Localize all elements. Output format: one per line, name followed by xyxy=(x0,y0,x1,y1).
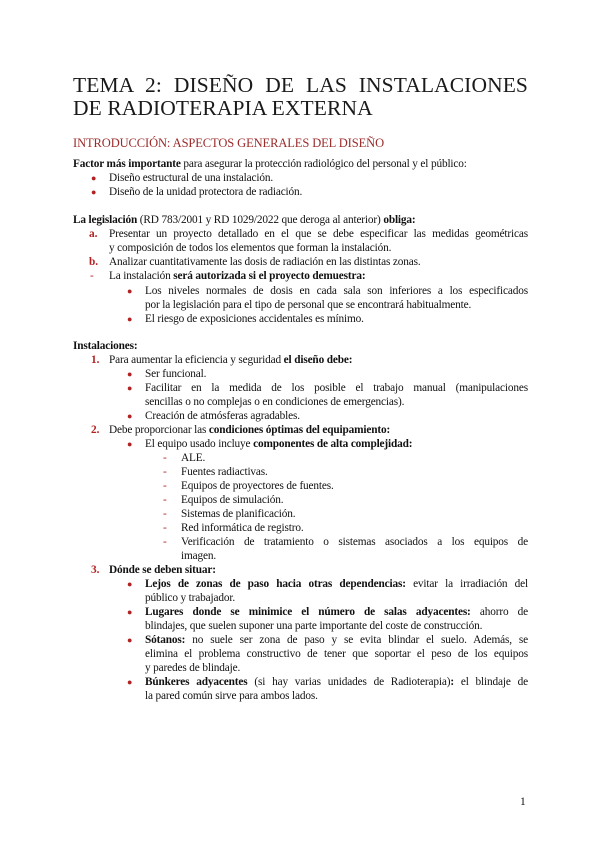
dash-marker: - xyxy=(163,466,167,478)
bullet-icon: ● xyxy=(127,635,133,645)
location-item: Lugares donde se minimice el número de salas adyacentes: ahorro de xyxy=(145,606,529,618)
dash-marker: - xyxy=(163,494,167,506)
bullet-icon: ● xyxy=(91,173,97,183)
list-item-continuation: y composición de todos los elementos que forman la instalación. xyxy=(109,242,392,254)
list-number: 3. xyxy=(91,564,100,576)
equipment-item: Fuentes radiactivas. xyxy=(181,466,268,478)
equipment-item: Verificación de tratamiento o sistemas asociados a los equipos de xyxy=(181,536,528,548)
bullet-icon: ● xyxy=(127,369,133,379)
equipment-item: Equipos de proyectores de fuentes. xyxy=(181,480,334,492)
list-item: Debe proporcionar las condiciones óptimas del equipamiento: xyxy=(109,424,391,436)
dash-marker: - xyxy=(163,522,167,534)
section-subtitle: INTRODUCCIÓN: ASPECTOS GENERALES DEL DISEÑO xyxy=(73,136,384,150)
bullet-icon: ● xyxy=(91,187,97,197)
factor-text: para asegurar la protección radiológico del personal y el público: xyxy=(180,158,467,170)
list-marker: a. xyxy=(89,228,98,240)
page-title: TEMA 2: DISEÑO DE LAS INSTALACIONES DE RADIOTERAPIA EXTERNA xyxy=(73,73,528,120)
equipment-item: ALE. xyxy=(181,452,206,464)
list-item: El equipo usado incluye componentes de alta complejidad: xyxy=(145,438,413,450)
list-item-continuation: sencillas o no complejas o en condiciones de emergencias). xyxy=(145,396,405,408)
list-item: Ser funcional. xyxy=(145,368,207,380)
bullet-icon: ● xyxy=(127,579,133,589)
list-item: Para aumentar la eficiencia y seguridad el diseño debe: xyxy=(109,354,353,366)
bullet-icon: ● xyxy=(127,677,133,687)
factor-bold: Factor más importante xyxy=(73,158,181,170)
list-item-continuation: por la legislación para el tipo de personal que se encontrará habitualmente. xyxy=(145,299,472,311)
factor-paragraph xyxy=(73,158,467,172)
list-item: Facilitar en la medida de los posible el trabajo manual (manipulaciones xyxy=(145,382,528,394)
bullet-icon: ● xyxy=(127,286,133,296)
equipment-item-continuation: imagen. xyxy=(181,550,217,562)
list-item: Diseño estructural de una instalación. xyxy=(109,172,274,184)
legislation-paragraph xyxy=(73,214,416,228)
dash-marker: - xyxy=(163,480,167,492)
equipment-item: Red informática de registro. xyxy=(181,522,304,534)
list-item: Presentar un proyecto detallado en el que se debe especificar las medidas geométricas xyxy=(109,228,528,240)
location-item: Búnkeres adyacentes (si hay varias unidades de Radioterapia): el blindaje de xyxy=(145,676,528,688)
location-item-continuation: blindajes, que suelen suponer una parte importante del coste de construcción. xyxy=(145,620,483,632)
list-marker: b. xyxy=(89,256,99,268)
equipment-item: Equipos de simulación. xyxy=(181,494,284,506)
page-number: 1 xyxy=(520,796,526,808)
list-item: Analizar cuantitativamente las dosis de radiación en las distintas zonas. xyxy=(109,256,421,268)
authorized-pre: La instalación xyxy=(109,270,174,282)
list-item: Diseño de la unidad protectora de radiación. xyxy=(109,186,303,198)
location-item: Lejos de zonas de paso hacia otras dependencias: evitar la irradiación del xyxy=(145,578,528,590)
location-item-continuation: público y trabajador. xyxy=(145,592,236,604)
list-item: Dónde se deben situar: xyxy=(109,564,216,576)
list-number: 1. xyxy=(91,354,100,366)
list-item: Los niveles normales de dosis en cada sala son inferiores a los especificados xyxy=(145,285,528,297)
list-item xyxy=(109,270,366,284)
legislation-obliga: obliga: xyxy=(380,214,416,226)
dash-marker: - xyxy=(163,536,167,548)
dash-marker: - xyxy=(163,452,167,464)
dash-marker: - xyxy=(90,270,94,282)
bullet-icon: ● xyxy=(127,383,133,393)
list-number: 2. xyxy=(91,424,100,436)
bullet-icon: ● xyxy=(127,314,133,324)
bullet-icon: ● xyxy=(127,607,133,617)
location-item-continuation: la pared común sirve para ambos lados. xyxy=(145,690,318,702)
installations-heading: Instalaciones: xyxy=(73,340,138,352)
location-item-continuation: elimina el problema constructivo de tener que soportar el peso de los equipos xyxy=(145,648,528,660)
location-item: Sótanos: no suele ser zona de paso y se evita blindar el suelo. Además, se xyxy=(145,634,528,646)
legislation-bold: La legislación xyxy=(73,214,138,226)
list-item: Creación de atmósferas agradables. xyxy=(145,410,300,422)
list-item: El riesgo de exposiciones accidentales es mínimo. xyxy=(145,313,364,325)
location-item-continuation: y paredes de blindaje. xyxy=(145,662,241,674)
bullet-icon: ● xyxy=(127,411,133,421)
authorized-bold: será autorizada si el proyecto demuestra: xyxy=(173,270,366,282)
dash-marker: - xyxy=(163,508,167,520)
equipment-item: Sistemas de planificación. xyxy=(181,508,296,520)
bullet-icon: ● xyxy=(127,439,133,449)
legislation-ref: (RD 783/2001 y RD 1029/2022 que deroga al anterior) xyxy=(137,214,381,226)
